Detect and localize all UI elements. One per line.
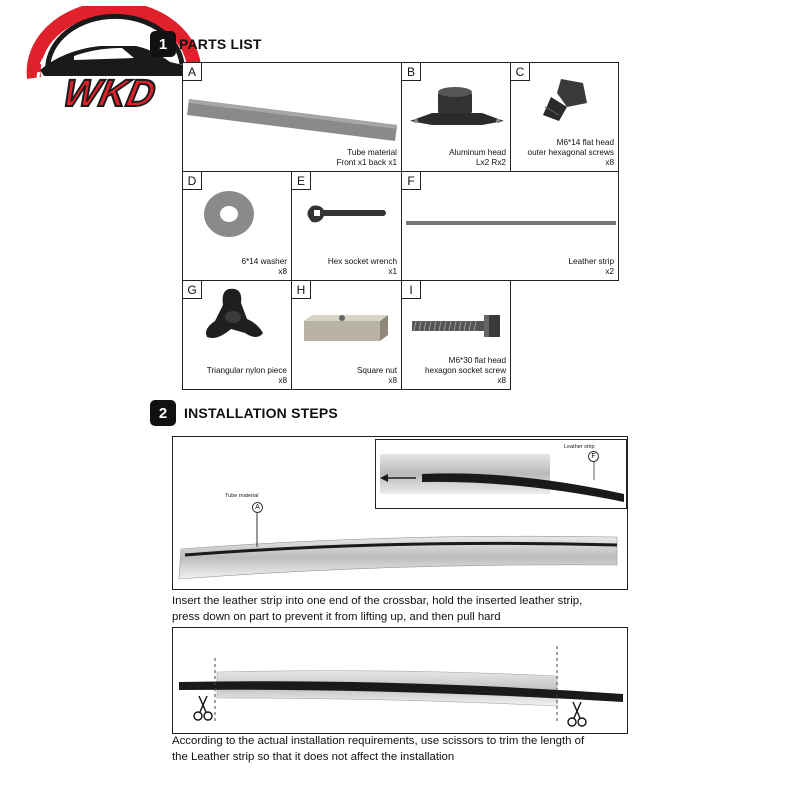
part-letter: H [291, 280, 311, 299]
marker-a: A [252, 502, 263, 513]
part-letter: D [182, 171, 202, 190]
part-letter: C [510, 62, 530, 81]
installation-steps-header [150, 400, 338, 426]
part-cell-c [510, 62, 619, 172]
tube-material-label: Tube material [225, 493, 259, 499]
part-caption: Square nut x8 [356, 366, 397, 385]
section-number-badge: 2 [150, 400, 176, 426]
strip-insertion-image [376, 440, 627, 509]
step1-illustration [172, 436, 628, 590]
part-cell-b [401, 62, 511, 172]
step2-instructions: According to the actual installation requirements, use scissors to trim the length of the Leather strip so that it does not affect the installation [172, 735, 585, 763]
part-caption: 6*14 washer x8 [241, 257, 287, 276]
part-cell-h [291, 280, 402, 390]
step1-inset [375, 439, 627, 509]
trim-strip-image [173, 628, 628, 734]
scissors-icon [193, 694, 213, 722]
step2-illustration [172, 627, 628, 734]
part-cell-d [182, 171, 292, 281]
step1-instructions: Insert the leather strip into one end of the crossbar, hold the inserted leather strip, press down on part to prevent it from lifting up, and then pull hard [172, 595, 583, 623]
part-letter: G [182, 280, 202, 299]
part-caption: M6*14 flat head outer hexagonal screws x8 [527, 138, 614, 167]
marker-f: F [588, 451, 599, 462]
part-cell-f [401, 171, 619, 281]
logo-text: WKD [59, 72, 160, 112]
part-caption: Aluminum head Lx2 Rx2 [449, 148, 506, 167]
part-letter: I [401, 280, 421, 299]
section-number-badge: 1 [150, 31, 176, 57]
part-letter: F [401, 171, 421, 190]
part-cell-i [401, 280, 511, 390]
part-caption: Hex socket wrench x1 [327, 257, 397, 276]
part-letter: E [291, 171, 311, 190]
part-cell-a [182, 62, 402, 172]
part-caption: Leather strip x2 [568, 257, 614, 276]
parts-grid [182, 62, 619, 390]
wkd-logo [4, 6, 210, 112]
part-caption: Tube material Front x1 back x1 [336, 148, 397, 167]
section-title: PARTS LIST [179, 36, 262, 52]
parts-list-header [150, 31, 262, 57]
part-letter: B [401, 62, 421, 81]
leather-strip-label: Leather strip [564, 444, 595, 450]
part-cell-g [182, 280, 292, 390]
logo-graphic [4, 6, 210, 112]
scissors-icon [567, 700, 587, 728]
part-cell-e [291, 171, 402, 281]
part-caption: M6*30 flat head hexagon socket screw x8 [424, 356, 506, 385]
part-caption: Triangular nylon piece x8 [206, 366, 287, 385]
part-letter: A [182, 62, 202, 81]
section-title: INSTALLATION STEPS [184, 405, 338, 421]
